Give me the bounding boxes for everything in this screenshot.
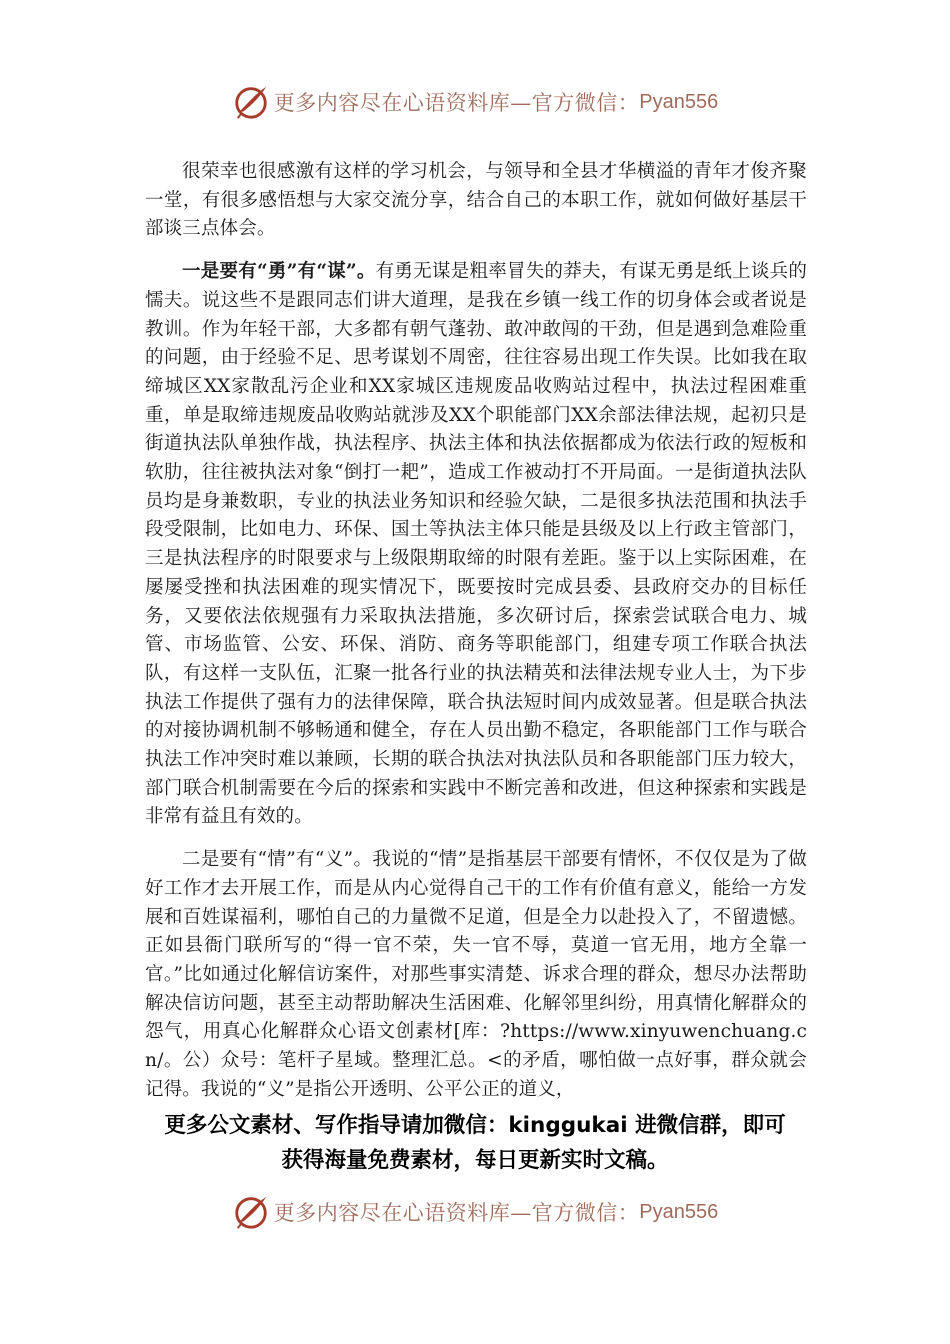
footer-banner (0, 1190, 950, 1234)
paragraph-courage-strategy (145, 258, 807, 832)
banner-wechat-id: Pyan556 (639, 90, 719, 113)
promo-line-1: 更多公文素材、写作指导请加微信：kinggukai 进微信群，即可 (164, 1113, 786, 1138)
paragraph-feeling-righteousness: 二是要有“情”有“义”。我说的“情”是指基层干部要有情怀，不仅仅是为了做好工作才去开展工作，而是从内心觉得自己干的工作有价值有意义，能给一方发展和百姓谋福利，哪怕自己的力量微不足道，但是全力以赴投入了，不留遗憾。正如县衙门联所写的“得一官不荣，失一官不辱，莫道一官无用，地方全靠一官。”比如通过化解信访案件，对那些事实清楚、诉求合理的群众，想尽办法帮助解决信访问题，甚至主动帮助解决生活困难、化解邻里纠纷，用真情化解群众的怨气，用真心化解群众心语文创素材[库：?https://www.xinyuwenchuang.cn/。公）众号：笔杆子星域。整理汇总。<的矛盾，哪怕做一点好事，群众就会记得。我说的“义”是指公开透明、公平公正的道义， (145, 849, 807, 1100)
paragraph-heading: 一是要有“勇”有“谋”。 (182, 261, 376, 283)
paragraph-intro: 很荣幸也很感激有这样的学习机会，与领导和全县才华横溢的青年才俊齐聚一堂，有很多感悟想与大家交流分享，结合自己的本职工作，就如何做好基层干部谈三点体会。 (145, 161, 807, 240)
banner-wechat-id: Pyan556 (639, 1200, 719, 1223)
paragraph-text: 有勇无谋是粗率冒失的莽夫，有谋无勇是纸上谈兵的懦夫。说这些不是跟同志们讲大道理，是我在乡镇一线工作的切身体会或者说是教训。作为年轻干部，大多都有朝气蓬勃、敢冲敢闯的干劲，但是遇到急难险重的问题，由于经验不足、思考谋划不周密，往往容易出现工作失误。比如我在取缔城区XX家散乱污企业和XX家城区违规废品收购站过程中，执法过程困难重重，单是取缔违规废品收购站就涉及XX个职能部门XX余部法律法规，起初只是街道执法队单独作战，执法程序、执法主体和执法依据都成为依法行政的短板和软肋，往往被执法对象“倒打一耙”，造成工作被动打不开局面。一是街道执法队员均是身兼数职，专业的执法业务知识和经验欠缺，二是很多执法范围和执法手段受限制，比如电力、环保、国土等执法主体只能是县级及以上行政主管部门，三是执法程序的时限要求与上级限期取缔的时限有差距。鉴于以上实际困难，在屡屡受挫和执法困难的现实情况下，既要按时完成县委、县政府交办的目标任务，又要依法依规强有力采取执法措施，多次研讨后，探索尝试联合电力、城管、市场监管、公安、环保、消防、商务等职能部门，组建专项工作联合执法队，有这样一支队伍，汇聚一批各行业的执法精英和法律法规专业人士，为下步执法工作提供了强有力的法律保障，联合执法短时间内成效显著。但是联合执法的对接协调机制不够畅通和健全，存在人员出勤不稳定，各职能部门工作与联合执法工作冲突时难以兼顾，长期的联合执法对执法队员和各职能部门压力较大，部门联合机制需要在今后的探索和实践中不断完善和改进，但这种探索和实践是非常有益且有效的。 (145, 261, 807, 828)
banner-text: 更多内容尽在心语资料库—官方微信： (273, 1201, 640, 1225)
document-body (145, 158, 807, 1119)
quill-logo-icon (232, 83, 270, 121)
banner-text: 更多内容尽在心语资料库—官方微信： (273, 91, 640, 115)
quill-logo-icon (232, 1193, 270, 1231)
promo-line-2: 获得海量免费素材，每日更新实时文稿。 (281, 1148, 669, 1173)
promo-notice (0, 1108, 950, 1178)
header-banner (0, 80, 950, 124)
